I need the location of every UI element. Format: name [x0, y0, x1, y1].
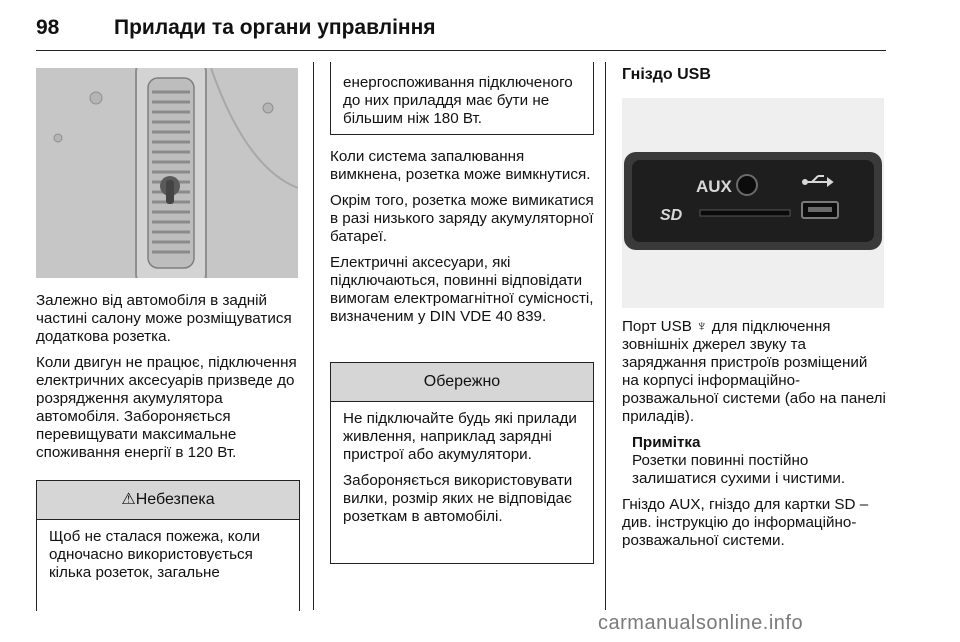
- note: [632, 434, 886, 488]
- column-1: [36, 292, 304, 470]
- rear-socket-illustration: [36, 68, 298, 278]
- header-rule: [36, 50, 886, 51]
- rear-socket-photo: [36, 68, 298, 278]
- column-divider-1: [313, 62, 314, 610]
- column-2: [330, 148, 598, 334]
- paragraph: Коли система запалювання вимкнена, розетка може вимкнутися.: [330, 148, 591, 183]
- page-number: 98: [36, 16, 60, 39]
- paragraph: Електричні аксесуари, які підключаються, повинні відповідати вимогам електромагнітної сумісності, визначеним у DIN VDE 40 839.: [330, 254, 594, 325]
- usb-panel-illustration: [622, 98, 884, 308]
- page-header: [36, 8, 886, 48]
- warning-text: Щоб не сталася пожежа, коли одночасно використовується кілька розеток, загальне: [49, 528, 261, 581]
- column-divider-2: [605, 62, 606, 610]
- caution-text: Не підключайте будь які прилади живлення, наприклад зарядні пристрої або акумулятори.: [343, 410, 577, 463]
- caution-title: Обережно: [331, 363, 593, 402]
- sd-label: SD: [660, 207, 683, 224]
- paragraph: Порт USB ♆ для підключення зовнішніх джерел звуку та заряджання пристроїв розміщений на корпусі інформаційно-розважальної системи (або на панелі приладів).: [622, 318, 886, 425]
- note-title: Примітка: [632, 434, 701, 451]
- sd-slot: [700, 210, 790, 216]
- caution-text: Забороняється використовувати вилки, розмір яких не відповідає розеткам в автомобілі.: [343, 472, 573, 525]
- paragraph: Коли двигун не працює, підключення електричних аксесуарів призведе до розрядження акумулятора автомобіля. Забороняється перевищувати максимальне споживання енергії в 120 Вт.: [36, 354, 297, 461]
- footer-watermark: carmanualsonline.info: [598, 612, 804, 634]
- paragraph: Гніздо AUX, гніздо для картки SD – див. інструкцію до інформаційно-розважальної системи.: [622, 496, 869, 549]
- paragraph: Окрім того, розетка може вимикатися в разі низького заряду акумуляторної батареї.: [330, 192, 594, 245]
- column-3: [622, 318, 886, 558]
- aux-jack: [737, 175, 757, 195]
- warning-box-continued: [330, 62, 594, 135]
- warning-title: ⚠Небезпека: [37, 481, 299, 520]
- paragraph: Залежно від автомобіля в задній частині салону може розміщуватися додаткова розетка.: [36, 292, 292, 345]
- page-title: Прилади та органи управління: [114, 16, 436, 39]
- caution-box: [330, 362, 594, 564]
- usb-heading: Гніздо USB: [622, 66, 711, 83]
- warning-box: [36, 480, 300, 611]
- note-text: Розетки повинні постійно залишатися сухими і чистими.: [632, 452, 846, 487]
- aux-label: AUX: [696, 177, 732, 196]
- caution-body: [331, 402, 593, 538]
- usb-panel-photo: [622, 98, 884, 308]
- warning-text-continued: енергоспоживання підключеного до них приладдя має бути не більшим ніж 180 Вт.: [343, 74, 573, 127]
